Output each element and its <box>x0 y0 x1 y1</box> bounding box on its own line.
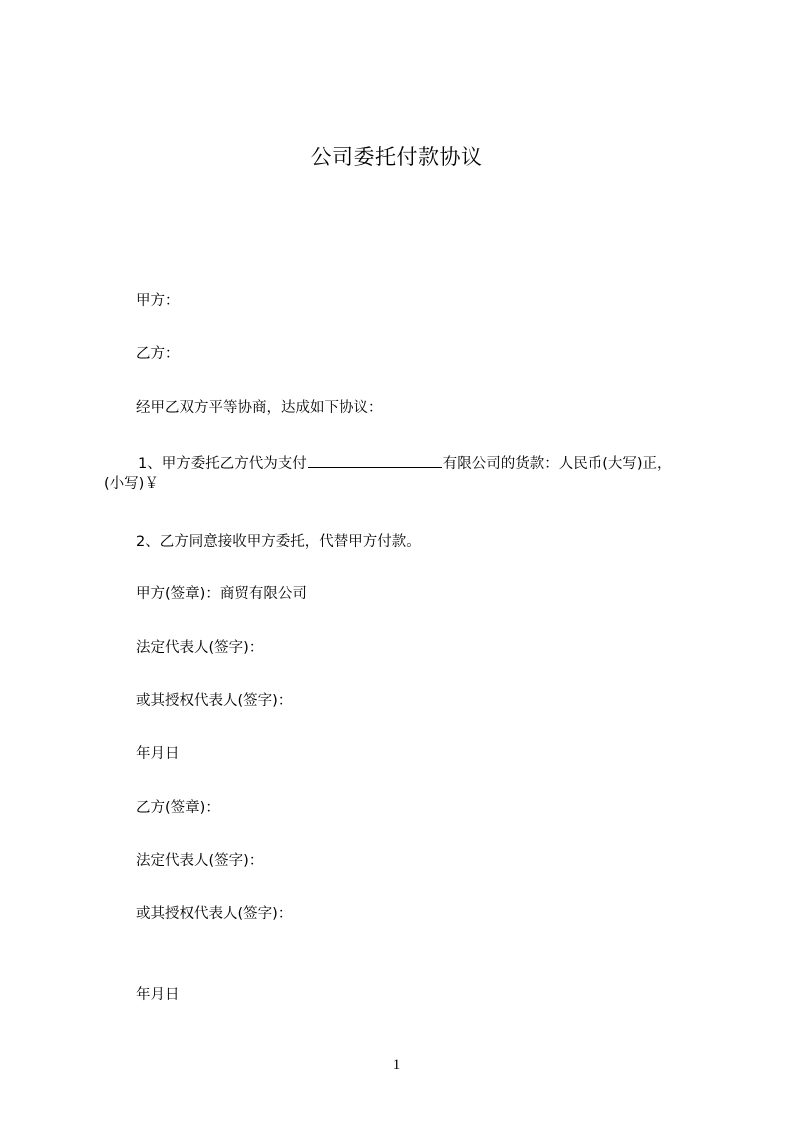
clause-1-before-blank: 1、甲方委托乙方代为支付 <box>138 456 307 472</box>
payee-blank <box>308 452 442 468</box>
party-b-legal-rep: 法定代表人(签字)： <box>136 853 264 869</box>
clause-2: 2、乙方同意接收甲方委托，代替甲方付款。 <box>136 534 421 550</box>
party-b-label: 乙方： <box>136 346 180 362</box>
party-a-date: 年月日 <box>136 746 180 762</box>
party-b-date: 年月日 <box>136 987 180 1003</box>
clause-1-line-2: (小写)￥ <box>104 476 159 492</box>
intro-text: 经甲乙双方平等协商，达成如下协议： <box>136 400 383 416</box>
party-a-seal: 甲方(签章)：商贸有限公司 <box>136 586 307 602</box>
party-a-authorized-rep: 或其授权代表人(签字)： <box>136 693 293 709</box>
party-b-seal: 乙方(签章)： <box>136 800 220 816</box>
document-title: 公司委托付款协议 <box>310 145 483 169</box>
clause-1 <box>104 452 724 494</box>
party-b-authorized-rep: 或其授权代表人(签字)： <box>136 906 293 922</box>
page-number: 1 <box>392 1057 401 1073</box>
party-a-legal-rep: 法定代表人(签字)： <box>136 640 264 656</box>
clause-1-after-blank: 有限公司的货款：人民币(大写)正， <box>442 456 672 472</box>
clause-1-line-1 <box>104 452 724 474</box>
party-a-label: 甲方： <box>136 293 180 309</box>
